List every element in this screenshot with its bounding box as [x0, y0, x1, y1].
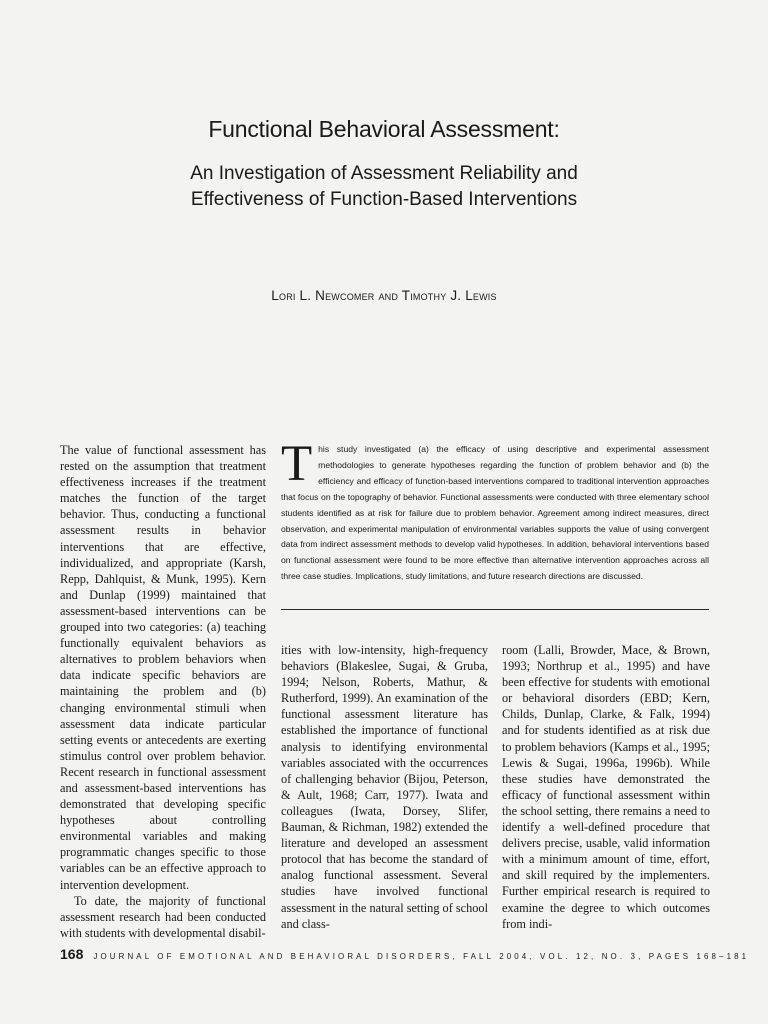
journal-citation: JOURNAL OF EMOTIONAL AND BEHAVIORAL DISORDERS, FALL 2004, VOL. 12, NO. 3, PAGES 168–181 — [93, 952, 750, 961]
subtitle-line-1: An Investigation of Assessment Reliability and — [190, 163, 578, 184]
body-paragraph-2: To date, the majority of functional assessment research had been conducted with students with developmental disabil- — [60, 893, 266, 940]
body-paragraph-4: room (Lalli, Browder, Mace, & Brown, 1993; Northrup et al., 1995) and have been effective for students with emotional or behavioral disorders (EBD; Kern, Childs, Dunlap, Clarke, & Falk, 1994) and for students identified as at risk due to problem behaviors (Kamps et al., 1995; Lewis & Sugai, 1996a, 1996b). While these studies have demonstrated the efficacy of functional assessment within the school setting, there remains a need to identify a well-defined procedure that delivers precise, usable, valid information with a minimum amount of time, effort, and skill required by the implementers. Further empirical research is required to examine the degree to which outcomes from indi- — [502, 643, 710, 931]
body-column-2 — [281, 642, 488, 932]
drop-cap: T — [281, 436, 313, 492]
author-byline: Lori L. Newcomer and Timothy J. Lewis — [271, 288, 497, 303]
body-paragraph-3: ities with low-intensity, high-frequency behaviors (Blakeslee, Sugai, & Gruba, 1994; Nelson, Roberts, Mathur, & Rutherford, 1999). An examination of the functional assessment literature has established the importance of functional analysis to identifying environmental variables associated with the occurrences of challenging behavior (Bijou, Peterson, & Ault, 1968; Carr, 1977). Iwata and colleagues (Iwata, Dorsey, Slifer, Bauman, & Richman, 1982) extended the literature and developed an assessment protocol that has become the standard of analog functional assessment. Several studies have involved functional assessment in the natural setting of school and class- — [281, 643, 488, 931]
page-number: 168 — [60, 946, 84, 962]
page-footer — [60, 946, 750, 962]
abstract-divider — [281, 609, 709, 610]
body-column-1 — [60, 442, 266, 941]
abstract-text: his study investigated (a) the efficacy of using descriptive and experimental assessment methodologies to generate hypotheses regarding the function of problem behavior and (b) the efficiency and efficacy of function-based interventions compared to traditional intervention approaches that focus on the topography of behavior. Functional assessments were conducted with three elementary school students identified as at risk for failure due to problem behavior. Agreement among indirect measures, direct observation, and experimental manipulation of environmental variables supports the value of using convergent data from indirect assessment methods to develop valid hypotheses. In addition, behavioral interventions based on functional assessment were found to be more effective than alternative intervention approaches across all three case studies. Implications, study limitations, and future research directions are discussed. — [281, 444, 709, 582]
body-column-3 — [502, 642, 710, 932]
body-paragraph-1: The value of functional assessment has rested on the assumption that treatment effectiveness increases if the treatment matches the function of the target behavior. Thus, conducting a functional assessment results in behavior interventions that are effective, individualized, and appropriate (Karsh, Repp, Dahlquist, & Munk, 1995). Kern and Dunlap (1999) maintained that assessment-based interventions can be grouped into two categories: (a) teaching functionally equivalent behaviors as alternatives to problem behaviors when data indicate specific behaviors are maintaining the problem and (b) changing environmental stimuli when assessment data indicate particular setting events or antecedents are exerting stimulus control over problem behavior. Recent research in functional assessment and assessment-based interventions has demonstrated that developing specific hypotheses about controlling environmental variables and making programmatic changes specific to those variables can be an effective approach to intervention development. — [60, 443, 266, 892]
subtitle-line-2: Effectiveness of Function-Based Interventions — [190, 189, 578, 210]
abstract — [281, 436, 709, 585]
article-subtitle — [0, 161, 768, 213]
article-title: Functional Behavioral Assessment: — [208, 116, 560, 142]
